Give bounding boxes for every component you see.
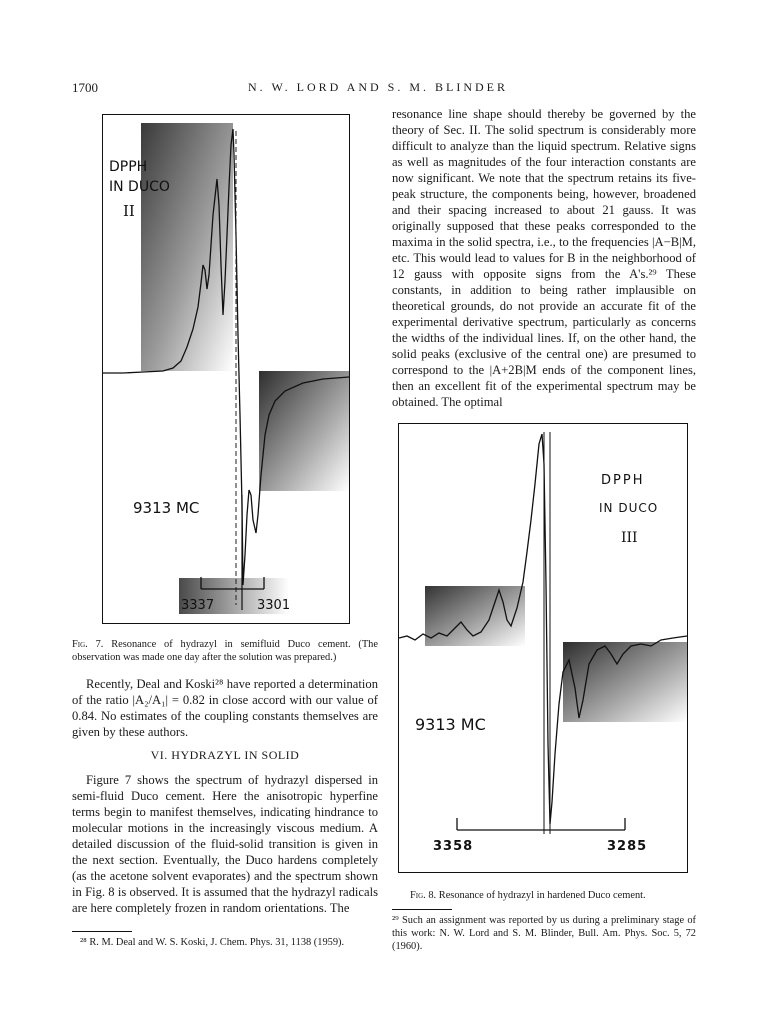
field-label-left: 3337 [181, 598, 215, 613]
left-column-text-bottom [72, 772, 378, 916]
left-column-text-middle [72, 676, 378, 740]
shading-region [141, 123, 233, 371]
shading-region [563, 642, 687, 722]
figure-label-line3: III [621, 530, 638, 546]
figure-8-plot [399, 424, 687, 872]
figure-8-caption [410, 889, 700, 902]
footnote-29: ²⁹ Such an assignment was reported by us during a preliminary stage of this work: N. W. Lord and S. M. Blinder, Bull. Am. Phys. Soc. 5, 72 (1960). [392, 915, 696, 952]
running-head-authors: N. W. LORD AND S. M. BLINDER [248, 80, 509, 94]
footnote-rule [392, 909, 452, 910]
figure-label-line1: DPPH [109, 159, 148, 175]
right-column-text-top [392, 106, 696, 410]
caption-label: Fig. 8. [410, 890, 437, 901]
paragraph: Recently, Deal and Koski²⁸ have reported a determination of the ratio |A₂/A₁| = 0.82 in close accord with our value of 0.84. No estimates of the coupling constants themselves are given by these authors. [72, 677, 378, 739]
field-label-right: 3285 [607, 839, 648, 854]
figure-label-line2: IN DUCO [599, 501, 659, 515]
figure-7-plot [103, 115, 349, 623]
figure-8 [398, 423, 688, 873]
field-label-left: 3358 [433, 839, 474, 854]
footnote-28: ²⁸ R. M. Deal and W. S. Koski, J. Chem. Phys. 31, 1138 (1959). [80, 937, 345, 948]
caption-text: Resonance of hydrazyl in hardened Duco cement. [438, 890, 646, 901]
figure-label-line3: II [123, 202, 135, 220]
figure-7-caption [72, 638, 378, 664]
page-number: 1700 [72, 80, 98, 95]
caption-label: Fig. 7. [72, 639, 104, 650]
frequency-label: 9313 MC [133, 499, 200, 517]
figure-label-line1: DPPH [601, 473, 645, 488]
paragraph: resonance line shape should thereby be governed by the theory of Sec. II. The solid spectrum is considerably more difficult to analyze than the liquid spectrum. Relative signs as well as magnitudes of the four interaction constants are now significant. We note that the spectrum retains its five-peak structure, the components being, however, broadened and their spacing increased to about 21 gauss. It was originally supposed that these peaks corresponded to the maxima in the solid spectra, i.e., to the frequencies |A−B|M, etc. This would lead to values for B in the neighborhood of 12 gauss with opposite signs from the A's.²⁹ These constants, in addition to being rather implausible on theoretical grounds, do not provide an accurate fit of the experimental derivative spectrum, particularly as concerns the widths of the individual lines. If, on the other hand, the solid peaks (exclusive of the central one) are presumed to correspond to the |A+2B|M ends of the component lines, then an excellent fit of the experimental spectrum may be obtained. The optimal [392, 107, 696, 409]
shading-region [425, 586, 525, 646]
paragraph: Figure 7 shows the spectrum of hydrazyl dispersed in semi-fluid Duco cement. Here the anisotropic hyperfine terms begin to manifest themselves, indicating hindrance to molecular motions in the increasingly viscous medium. A detailed discussion of the fluid-solid transition is given in the next section. Eventually, the Duco hardens completely (as the acetone solvent evaporates) and the spectrum shown in Fig. 8 is observed. It is assumed that the hydrazyl radicals are here completely frozen in random orientations. The [72, 773, 378, 915]
frequency-label: 9313 MC [415, 715, 486, 734]
figure-label-line2: IN DUCO [109, 179, 170, 195]
field-label-right: 3301 [257, 598, 291, 613]
figure-7 [102, 114, 350, 624]
shading-region [259, 371, 349, 491]
section-heading: VI. HYDRAZYL IN SOLID [150, 748, 300, 762]
caption-text: Resonance of hydrazyl in semifluid Duco cement. (The observation was made one day after the solution was prepared.) [72, 639, 378, 663]
footnote-rule [72, 931, 132, 932]
